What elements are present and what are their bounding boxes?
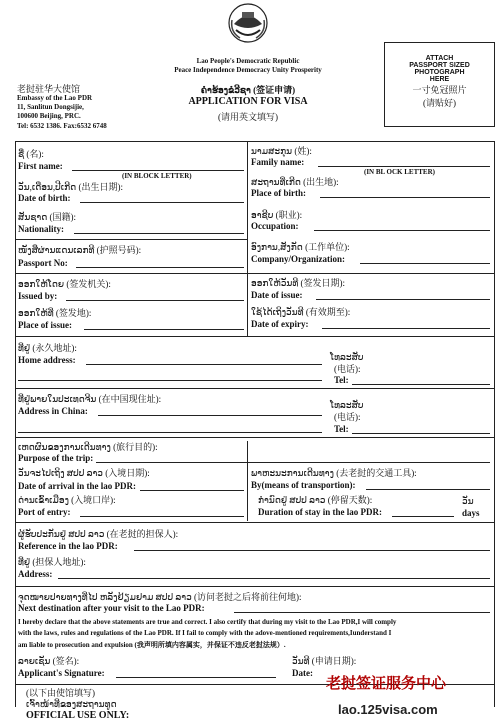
family-name-label: Family name: [251, 157, 305, 167]
occupation-label-lo: ອາຊີບ (职业): [251, 210, 303, 220]
photo-cn-1: 一寸免冠照片 [412, 85, 467, 95]
title-en: APPLICATION FOR VISA [188, 96, 308, 107]
transport-label-lo: ພາຫະນະການເດີນທາງ (去老挝的交通工具): [251, 468, 417, 478]
dob-field[interactable] [80, 202, 244, 203]
arrival-label: Date of arrival in the lao PDR: [18, 481, 136, 491]
arrival-label-lo: ວັນຈະໄປເຖິງ ສປປ ລາວ (入境日期): [18, 468, 150, 478]
family-name-field[interactable] [318, 166, 490, 167]
republic-name: Lao People's Democratic Republic [196, 57, 300, 65]
occupation-label: Occupation: [251, 221, 299, 231]
declaration-line-1: I hereby declare that the above statements are true and correct. I also certify that during my visit to the Lao PDR,I will comply [18, 618, 397, 626]
tel-label-cn-2: (电话): [334, 412, 361, 422]
embassy-address-1: 11, Sanlitun Dongsijie, [17, 103, 84, 111]
transport-field[interactable] [366, 489, 490, 490]
signature-label-lo: ລາຍເຊັນ (签名): [18, 656, 80, 666]
tel-label-cn-1: (电话): [334, 364, 361, 374]
org-label: Company/Organization: [251, 254, 346, 264]
port-label-lo: ດ່ານເຂົ້າເມືອງ (入境口岸): [18, 495, 116, 505]
expiry-label: Date of expiry: [251, 319, 309, 329]
photo-box[interactable] [384, 42, 495, 127]
stay-label-lo: ກຳນົດຢູ່ ສປປ ລາວ (停留天数): [258, 495, 373, 505]
photo-line-4: HERE [429, 76, 450, 83]
nationality-label-lo: ສັນຊາດ (国籍): [18, 212, 77, 222]
china-address-field[interactable] [98, 415, 322, 416]
photo-cn-2: (请贴好) [423, 98, 456, 108]
passport-field[interactable] [76, 267, 244, 268]
tel-label-1: Tel: [334, 375, 349, 385]
official-use-label: OFFICIAL USE ONLY: [26, 710, 130, 721]
stay-label: Duration of stay in the lao PDR: [258, 507, 382, 517]
days-label: days [462, 508, 480, 518]
org-field[interactable] [360, 263, 490, 264]
next-dest-label-lo: ຈຸດໝາຍປາຍທາງທີ່ໄປ ຫລັງຢ້ຽມຢາມ ສປປ ລາວ (访问老挝之后将前往何地): [18, 592, 302, 602]
place-of-issue-field[interactable] [84, 329, 244, 330]
purpose-field[interactable] [96, 462, 490, 463]
tel-label-2: Tel: [334, 424, 349, 434]
declaration-line-2: with the laws, rules and regulations of the Lao PDR. If I fail to comply with the adove-mentioned requirements,Iunderstand I [18, 629, 392, 637]
embassy-name-cn: 老挝驻华大使馆 [17, 84, 81, 94]
occupation-field[interactable] [314, 230, 490, 231]
first-name-field[interactable] [72, 170, 244, 171]
next-dest-field[interactable] [234, 612, 490, 613]
ref-address-label-lo: ທີ່ຢູ່ (担保人地址): [18, 557, 86, 567]
china-address-label: Address in China: [18, 406, 88, 416]
photo-line-2: PASSPORT SIZED [409, 62, 470, 69]
place-of-issue-label-lo: ອອກໃຫ້ທີ່ (签发地): [18, 308, 92, 318]
ref-address-field[interactable] [58, 578, 490, 579]
issued-by-label-lo: ອອກໃຫ້ໂດຍ (签发机关): [18, 279, 111, 289]
republic-motto: Peace Independence Democracy Unity Prosperity [174, 66, 322, 74]
family-name-label-lo: ນາມສະກຸນ (姓): [251, 146, 312, 156]
reference-label: Reference in the lao PDR: [18, 541, 118, 551]
next-dest-label: Next destination after your visit to the Lao PDR: [18, 603, 205, 613]
port-label: Port of entry: [18, 507, 71, 517]
home-address-label-lo: ທີ່ຢູ່ (永久地址): [18, 343, 77, 353]
issued-by-field[interactable] [66, 300, 244, 301]
place-of-issue-label: Place of issue: [18, 320, 72, 330]
days-label-lo: ວັນ [462, 496, 474, 506]
official-use-cn: (以下由使馆填写) [26, 688, 95, 698]
apply-date-label-lo: ວັນທີ (申请日期): [292, 656, 357, 666]
pob-field[interactable] [320, 197, 490, 198]
expiry-label-lo: ໃຊ້ໄດ້ເຖິງວັນທີ (有效期至): [251, 307, 351, 317]
home-tel-field[interactable] [352, 384, 490, 385]
purpose-label-lo: ເຫດຜົນຂອງການເດີນທາງ (旅行目的): [18, 442, 158, 452]
tel-label-lo-1: ໂທລະສັບ [330, 352, 364, 362]
apply-date-label: Date: [292, 668, 313, 678]
dob-label: Date of birth: [18, 193, 71, 203]
first-name-label-lo: ຊື່ (名): [18, 149, 44, 159]
date-of-issue-label: Date of issue: [251, 290, 303, 300]
nationality-field[interactable] [74, 233, 244, 234]
first-name-label: First name: [18, 161, 63, 171]
pob-label-lo: ສະຖານທີ່ເກີດ (出生地): [251, 177, 339, 187]
reference-field[interactable] [134, 550, 490, 551]
signature-label: Applicant's Signature: [18, 668, 105, 678]
ref-address-label: Address: [18, 569, 53, 579]
port-field[interactable] [80, 516, 244, 517]
date-of-issue-field[interactable] [316, 299, 490, 300]
block-letter-note-1: (IN BLOCK LETTER) [122, 172, 192, 180]
lao-national-emblem-icon [226, 2, 270, 44]
embassy-address-2: 100600 Beijing, PRC. [17, 112, 81, 120]
tel-label-lo-2: ໂທລະສັບ [330, 400, 364, 410]
title-lao: ຄຳຮ້ອງຂໍວີຊາ (签证申请) [200, 85, 296, 95]
dob-label-lo: ວັນ,ເດືອນ,ປີເກີດ (出生日期): [18, 182, 123, 192]
embassy-tel: Tel: 6532 1386. Fax:6532 6748 [17, 122, 107, 130]
pob-label: Place of birth: [251, 188, 306, 198]
home-address-label: Home address: [18, 355, 76, 365]
issued-by-label: Issued by: [18, 291, 58, 301]
declaration-line-3: am liable to prosecution and expulsion (我声明所填内容属实，并保证不违反老挝法规）. [18, 641, 286, 649]
embassy-name-en: Embassy of the Lao PDR [17, 94, 93, 102]
date-of-issue-label-lo: ອອກໃຫ້ວັນທີ (签发日期): [251, 278, 345, 288]
home-address-field-2[interactable] [18, 380, 322, 381]
arrival-field[interactable] [140, 490, 244, 491]
watermark-url: lao.125visa.com [338, 702, 438, 717]
transport-label: By(means of transportion): [251, 480, 356, 490]
reference-label-lo: ຜູ້ຮັບປະກັນຢູ່ ສປປ ລາວ (在老挝的担保人): [18, 529, 179, 539]
china-address-field-2[interactable] [18, 432, 322, 433]
expiry-field[interactable] [322, 328, 490, 329]
block-letter-note-2: (IN BL OCK LETTER) [364, 168, 435, 176]
title-note: (请用英文填写) [218, 112, 278, 122]
passport-label: Passport No: [18, 258, 68, 268]
photo-line-3: PHOTOGRAPH [414, 69, 465, 76]
photo-line-1: ATTACH [425, 55, 454, 62]
purpose-label: Purpose of the trip: [18, 453, 94, 463]
watermark-title: 老挝签证服务中心 [326, 674, 447, 692]
nationality-label: Nationality: [18, 224, 64, 234]
home-address-field[interactable] [86, 364, 322, 365]
stay-field[interactable] [392, 516, 454, 517]
org-label-lo: ອົງການ,ສັງກັດ (工作单位): [251, 242, 350, 252]
china-address-label-lo: ທີ່ຢູ່ພາຍໃນປະເທດຈີນ (在中国现住址): [18, 394, 162, 404]
passport-label-lo: ໜັງສືຜ່ານແດນເລກທີ (护照号码): [18, 245, 142, 255]
official-use-lo: ເຈົ້າໜ້າທີ່ຂອງສະຖານທູດ [26, 699, 117, 709]
signature-field[interactable] [116, 677, 276, 678]
china-tel-field[interactable] [352, 433, 490, 434]
